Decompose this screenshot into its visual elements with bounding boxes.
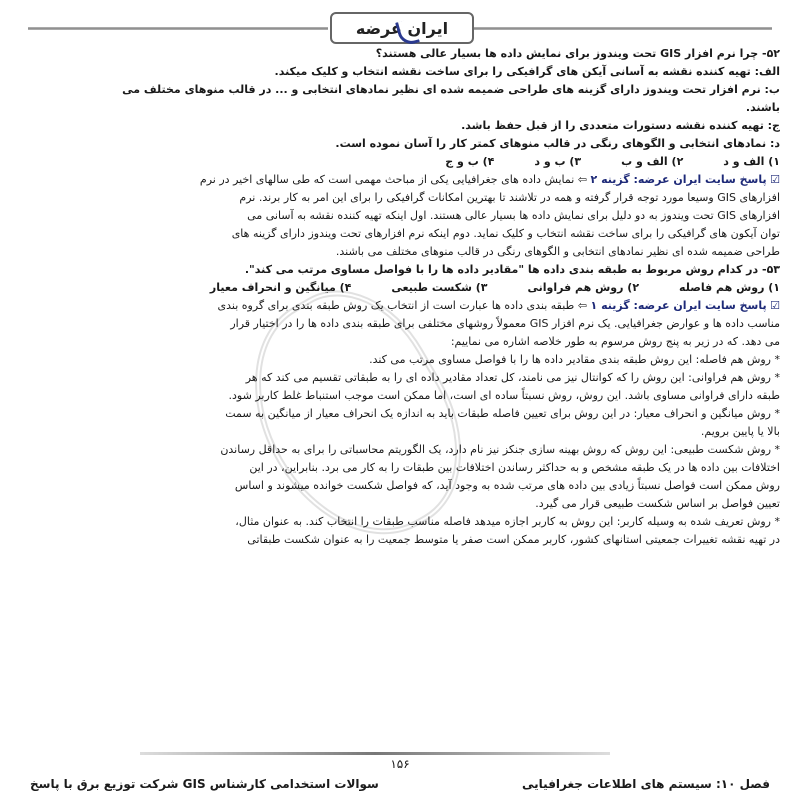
page-header <box>0 10 800 44</box>
q53-answer-line: طبقه دارای فراوانی مساوی باشد. این روش، روش نسبتاً ساده ای است، اما ممکن است موجب استنباط غلط کاربر شود. <box>228 389 780 402</box>
q53-option-2: ۲) روش هم فراوانی <box>527 281 640 294</box>
q53-options <box>20 280 780 295</box>
question-53: ۵۳- در کدام روش مربوط به طبقه بندی داده ها "مقادیر داده ها را با فواصل مساوی مرتب می کند". <box>244 263 780 276</box>
page-number: ۱۵۶ <box>390 757 410 771</box>
q52-statement-be-cont: باشند. <box>745 101 780 114</box>
q53-answer-line: * روش شکست طبیعی: این روش که روش بهینه سازی جنکز نیز نام دارد، یک الگوریتم محاسباتی را برای به حداقل رساندن <box>220 443 780 456</box>
header-rule-left <box>28 27 328 30</box>
q53-answer-line: * روش میانگین و انحراف معیار: در این روش برای تعیین فاصله طبقات باید به اندازه یک انحراف معیار از میانگین به سمت <box>225 407 780 420</box>
q52-answer-line: توان آیکون های گرافیکی را برای ساخت نقشه انتخاب و کلیک نماید. دوم اینکه نرم افزارهای تحت ویندوز دارای گزینه های <box>231 227 780 240</box>
footer-rule <box>140 752 610 755</box>
chapter-title: فصل ۱۰: سیستم های اطلاعات جغرافیایی <box>522 777 770 791</box>
q52-answer-text: نمایش داده های جغرافیایی یکی از مباحث مهمی است که طی سالهای اخیر در نرم <box>199 173 575 186</box>
q53-answer-line: اختلافات بین داده ها در یک طبقه مشخص و به حداکثر رساندن اختلافات بین طبقات را به کار می برد. بنابراین، در این <box>249 461 780 474</box>
q53-answer-text: طبقه بندی داده ها عبارت است از انتخاب یک روش طبقه بندی برای گروه بندی <box>217 299 575 312</box>
book-title: سوالات استخدامی کارشناس GIS شرکت توزیع برق با پاسخ <box>30 777 379 791</box>
q53-answer-line <box>20 298 780 313</box>
q53-answer-line: می دهد. که در زیر به پنج روش مرسوم به طور خلاصه اشاره می نماییم: <box>450 335 780 348</box>
q52-answer-lead: پاسخ سایت ایران عرضه: گزینه ۲ <box>590 173 767 186</box>
q52-option-4: ۴) ب و ج <box>445 155 495 168</box>
q52-statement-alef: الف: تهیه کننده نقشه به آسانی آیکن های گرافیکی را برای ساخت نقشه انتخاب و کلیک میکند. <box>274 65 780 78</box>
q53-answer-line: بالا یا پایین برویم. <box>700 425 780 438</box>
q52-statement-jim: ج: تهیه کننده نقشه دستورات متعددی را از قبل حفظ باشد. <box>461 119 780 132</box>
checkbox-icon: ☑ <box>770 173 780 186</box>
q52-answer-line: افزارهای GIS تحت ویندوز به دو دلیل برای نمایش داده ها بسیار عالی هستند. اول اینکه تهیه کننده نقشه به آسانی می <box>247 209 780 222</box>
iran-arze-logo <box>330 12 474 44</box>
checkbox-icon: ☑ <box>770 299 780 312</box>
logo-text: ایران عرضه <box>355 18 449 38</box>
question-52: ۵۲- چرا نرم افزار GIS تحت ویندوز برای نمایش داده ها بسیار عالی هستند؟ <box>375 47 780 60</box>
q53-answer-line: در تهیه نقشه تغییرات جمعیتی استانهای کشور، کاربر ممکن است صفر یا متوسط جمعیت را به عنوان شکست طبقاتی <box>247 533 780 546</box>
q52-options <box>20 154 780 169</box>
q53-answer-line: * روش هم فاصله: این روش طبقه بندی مقادیر داده ها را با فواصل مساوی مرتب می کند. <box>369 353 780 366</box>
q52-option-1: ۱) الف و د <box>723 155 780 168</box>
q53-answer-lead: پاسخ سایت ایران عرضه: گزینه ۱ <box>590 299 767 312</box>
arrow-left-icon: ⇦ <box>577 299 588 312</box>
q52-option-2: ۲) الف و ب <box>621 155 684 168</box>
q53-answer-line: مناسب داده ها و عوارض جغرافیایی. یک نرم افزار GIS معمولاً روشهای مختلفی برای طبقه بندی داده ها را در اختیار قرار <box>230 317 780 330</box>
q52-statement-be: ب: نرم افزار تحت ویندوز دارای گزینه های طراحی ضمیمه شده ای نظیر نمادهای انتخابی و ... در قالب منوهای مختلف می <box>122 83 780 96</box>
q53-answer-line: تعیین فواصل بر اساس شکست طبیعی قرار می گیرد. <box>535 497 780 510</box>
page-body <box>20 46 780 746</box>
q53-option-1: ۱) روش هم فاصله <box>679 281 780 294</box>
arrow-left-icon: ⇦ <box>577 173 588 186</box>
q53-option-3: ۳) شکست طبیعی <box>391 281 488 294</box>
header-rule-right <box>472 27 772 30</box>
q52-answer-line <box>20 172 780 187</box>
q52-statement-dal: د: نمادهای انتخابی و الگوهای رنگی در قالب منوهای کمتر کار را آسان نموده است. <box>335 137 780 150</box>
q53-option-4: ۴) میانگین و انحراف معیار <box>209 281 352 294</box>
q52-option-3: ۳) ب و د <box>534 155 582 168</box>
q53-answer-line: * روش هم فراوانی: این روش را که کوانتال نیز می نامند، کل تعداد مقادیر داده ای را به طبقاتی تقسیم می کند که هر <box>245 371 780 384</box>
q53-answer-line: روش ممکن است فواصل نسبتاً زیادی بین داده های مرتب شده به وجود آید، که فواصل شکست خوانده میشوند و اساس <box>234 479 780 492</box>
q53-answer-line: * روش تعریف شده به وسیله کاربر: این روش به کاربر اجازه میدهد فاصله مناسب طبقات را انتخاب کند. به عنوان مثال، <box>235 515 780 528</box>
q52-answer-line: افزارهای GIS وسیعا مورد توجه قرار گرفته و همه در تلاشند تا بهترین امکانات گرافیکی را برای این امر به کار برند. نرم <box>239 191 780 204</box>
q52-answer-line: طراحی ضمیمه شده ای نظیر نمادهای انتخابی و الگوهای رنگی در قالب منوهای مختلف می باشند. <box>335 245 780 258</box>
